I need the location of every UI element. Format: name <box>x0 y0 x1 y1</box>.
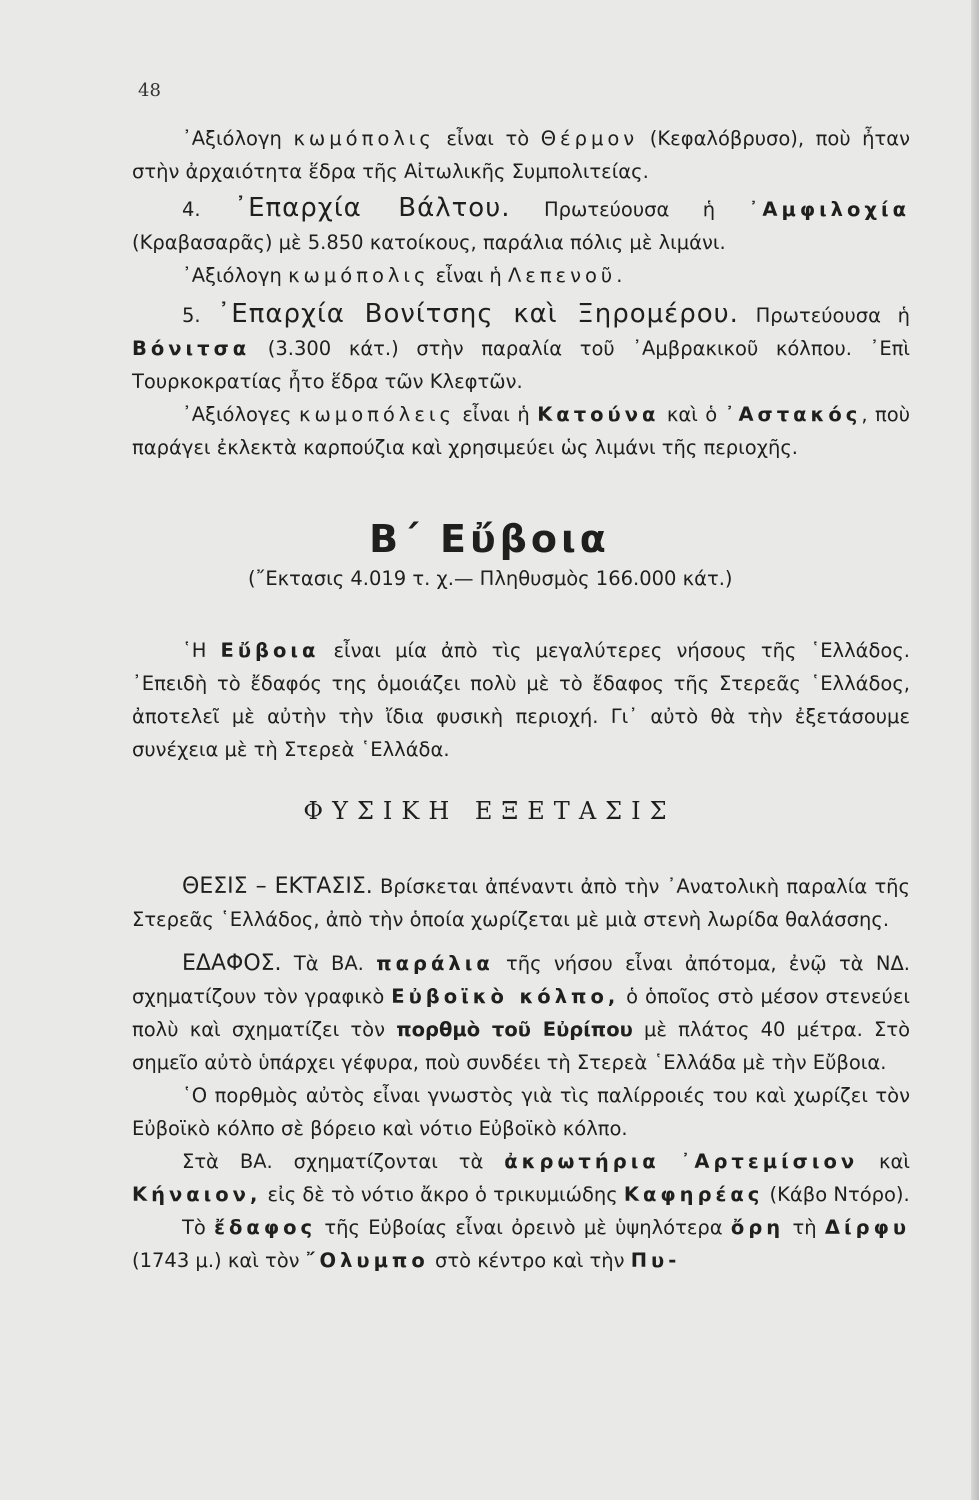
text-run: ὁ ὁποῖος στὸ μέσον στενεύει πολὺ καὶ σχηματίζει τὸν <box>132 985 910 1041</box>
text-run: καὶ <box>858 1150 910 1173</box>
paragraph-capes <box>132 1145 910 1211</box>
place-name: Κατούνα <box>537 403 660 426</box>
text-run: (Κάβο Ντόρο). <box>763 1183 910 1206</box>
text-block-top <box>132 122 910 464</box>
spaced-term: κωμόπολις <box>293 127 435 150</box>
item-number: 5. <box>182 304 218 327</box>
spaced-term: ἀκρωτήρια <box>504 1150 660 1173</box>
spaced-term: ἔδαφος <box>214 1216 317 1239</box>
text-run: ᾿Αξιόλογη <box>182 264 289 287</box>
place-name: Θέρμον <box>540 127 639 150</box>
text-run: (Κραβασαρᾶς) μὲ 5.850 κατοίκους, παράλια πόλις μὲ λιμάνι. <box>132 231 726 254</box>
text-run <box>660 1150 681 1173</box>
capital-name: Βόνιτσα <box>132 337 251 360</box>
spaced-term: ὄρη <box>730 1216 785 1239</box>
place-name: ῎Ολυμπο <box>305 1249 429 1272</box>
text-run: Τὸ <box>182 1216 215 1239</box>
place-name: Λεπενοῦ <box>507 264 617 287</box>
text-run: (Κεφαλόβρυσο), ποὺ ἦταν στὴν ἀρχαιότητα ἕδρα τῆς Αἰτωλικῆς Συμπολιτείας. <box>132 127 911 183</box>
text-run: εἶναι ἡ <box>454 403 538 426</box>
text-run: τῆς νήσου εἶναι ἀπότομα, ἐνῷ τὰ ΝΔ. σχηματίζουν τὸν γραφικὸ <box>132 952 910 1008</box>
spaced-term: κωμοπόλεις <box>298 403 455 426</box>
text-run: εἶναι ἡ <box>429 264 508 287</box>
text-run: Πρωτεύουσα ἡ <box>510 198 749 221</box>
place-name: Κήναιον, <box>132 1183 262 1206</box>
place-name: Εὔβοια <box>220 639 320 662</box>
item-number: 4. <box>182 198 235 221</box>
text-run: εἶναι μία ἀπὸ τὶς μεγαλύτερες νήσους τῆς ῾Ελλάδος. ᾿Επειδὴ τὸ ἔδαφός της ὁμοιάζει πολὺ μὲ τὸ ἔδαφος τῆς Στερεᾶς ῾Ελλάδος, ἀποτελεῖ μὲ αὐτὴν τὴν ἴδια φυσικὴ περιοχή. Γι᾿ αὐτὸ θὰ τὴν ἐξετάσουμε συνέχεια μὲ τὴ Στερεὰ ῾Ελλάδα. <box>132 639 910 761</box>
text-run: ῾Η <box>182 639 221 662</box>
capital-name: ᾿Αμφιλοχία <box>748 198 910 221</box>
text-block-physical <box>132 870 910 1277</box>
text-run: καὶ ὁ <box>659 403 725 426</box>
paragraph-evia-intro <box>132 634 910 766</box>
paragraph-terrain <box>132 947 910 1079</box>
text-block-evia-intro <box>132 634 910 766</box>
paragraph-valtos <box>132 192 910 259</box>
region-title: Β΄ Εὔβοια <box>369 517 610 561</box>
paragraph-vonitsa <box>132 298 910 398</box>
page-edge <box>971 0 979 1500</box>
section-heading: ΦΥΣΙΚΗ ΕΞΕΤΑΣΙΣ <box>303 797 676 825</box>
paragraph-position <box>132 870 910 936</box>
place-name: ᾿Αστακός <box>724 403 862 426</box>
region-subtitle: (῎Εκτασις 4.019 τ. χ.— Πληθυσμὸς 166.000 κάτ.) <box>248 567 733 590</box>
text-run: τῆς Εὐβοίας εἶναι ὀρεινὸ μὲ ὑψηλότερα <box>316 1216 731 1239</box>
subheading: ΘΕΣΙΣ – ΕΚΤΑΣΙΣ. <box>182 874 373 899</box>
text-run: . <box>616 264 623 287</box>
paragraph-strait: ῾Ο πορθμὸς αὐτὸς εἶναι γνωστὸς γιὰ τὶς παλίρροιές του καὶ χωρίζει τὸν Εὐβοϊκὸ κόλπο σὲ βόρειο καὶ νότιο Εὐβοϊκὸ κόλπο. <box>132 1084 910 1140</box>
text-run: Βρίσκεται ἀπέναντι ἀπὸ τὴν ᾿Ανατολικὴ παραλία τῆς Στερεᾶς ῾Ελλάδος, ἀπὸ τὴν ὁποία χωρίζεται μὲ μιὰ στενὴ λωρίδα θαλάσσης. <box>132 875 910 931</box>
text-run: (3.300 κάτ.) στὴν παραλία τοῦ ᾿Αμβρακικοῦ κόλπου. ᾿Επὶ Τουρκοκρατίας ἦτο ἕδρα τῶν Κλεφτῶν. <box>132 337 910 393</box>
paragraph-lepenou <box>132 259 910 292</box>
text-run: στὸ κέντρο καὶ τὴν <box>428 1249 631 1272</box>
text-run: , ποὺ παράγει ἐκλεκτὰ καρπούζια καὶ χρησιμεύει ὡς λιμάνι τῆς περιοχῆς. <box>132 403 910 459</box>
place-name: Πυ- <box>630 1249 681 1272</box>
paragraph-thermon <box>132 122 910 188</box>
place-name: Καφηρέας <box>623 1183 764 1206</box>
place-name: Δίρφυ <box>824 1216 910 1239</box>
subheading: ΕΔΑΦΟΣ. <box>182 951 282 976</box>
place-name: ᾿Αρτεμίσιον <box>680 1150 859 1173</box>
text-run: τὴ <box>784 1216 825 1239</box>
text-run: (1743 μ.) καὶ τὸν <box>132 1249 306 1272</box>
province-heading: ᾿Επαρχία Βονίτσης καὶ Ξηρομέρου. <box>217 299 739 329</box>
spaced-term: κωμόπολις <box>288 264 430 287</box>
place-name: πορθμὸ τοῦ Εὐρίπου <box>396 1018 633 1041</box>
text-run: ᾿Αξιόλογη <box>182 127 294 150</box>
page-number: 48 <box>138 80 161 101</box>
text-run: ᾿Αξιόλογες <box>182 403 299 426</box>
province-heading: ᾿Επαρχία Βάλτου. <box>234 193 511 223</box>
text-run: Τὰ ΒΑ. <box>281 952 377 975</box>
text-run: εἰς δὲ τὸ νότιο ἄκρο ὁ τρικυμιώδης <box>261 1183 624 1206</box>
spaced-term: παράλια <box>376 952 494 975</box>
paragraph-katouna <box>132 398 910 464</box>
text-run: εἶναι τὸ <box>434 127 541 150</box>
paragraph-mountains <box>132 1211 910 1277</box>
place-name: Εὐβοϊκὸ κόλπο, <box>391 985 620 1008</box>
text-run: μὲ πλάτος 40 μέτρα. Στὸ σημεῖο αὐτὸ ὑπάρχει γέφυρα, ποὺ συνδέει τὴ Στερεὰ ῾Ελλάδα μὲ τὴν Εὔβοια. <box>132 1018 910 1074</box>
text-run: Στὰ ΒΑ. σχηματίζονται τὰ <box>182 1150 505 1173</box>
text-run: Πρωτεύουσα ἡ <box>738 304 910 327</box>
